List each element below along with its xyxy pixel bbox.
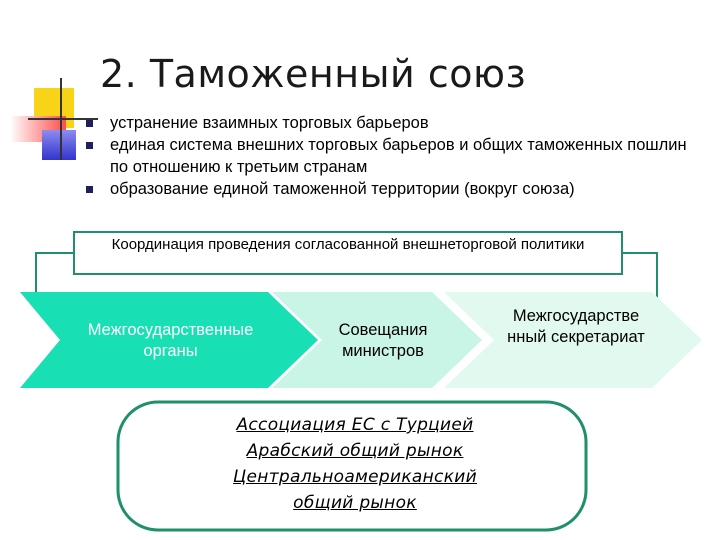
examples-list (140, 412, 570, 516)
chevron-label: Межгосударстве нный секретариат (507, 307, 645, 346)
bullet-text: образование единой таможенной территории (вокруг союза) (110, 180, 575, 198)
example-item: Ассоциация ЕС с Турцией (236, 415, 474, 435)
chevron-label: Совещания министров (338, 321, 428, 360)
bullet-text: единая система внешних торговых барьеров и общих таможенных пошлин по отношению к третьим странам (110, 136, 687, 176)
coordination-text: Координация проведения согласованной внешнеторговой политики (111, 236, 585, 253)
example-item: Центральноамериканский (233, 467, 477, 487)
bullet-text: устранение взаимных торговых барьеров (110, 114, 429, 132)
example-item: Арабский общий рынок (246, 441, 464, 461)
coordination-box (73, 231, 623, 275)
example-item: общий рынок (293, 493, 417, 513)
slide-title: 2. Таможенный союз (100, 52, 527, 96)
chevron-label: Межгосударственные органы (87, 321, 254, 360)
